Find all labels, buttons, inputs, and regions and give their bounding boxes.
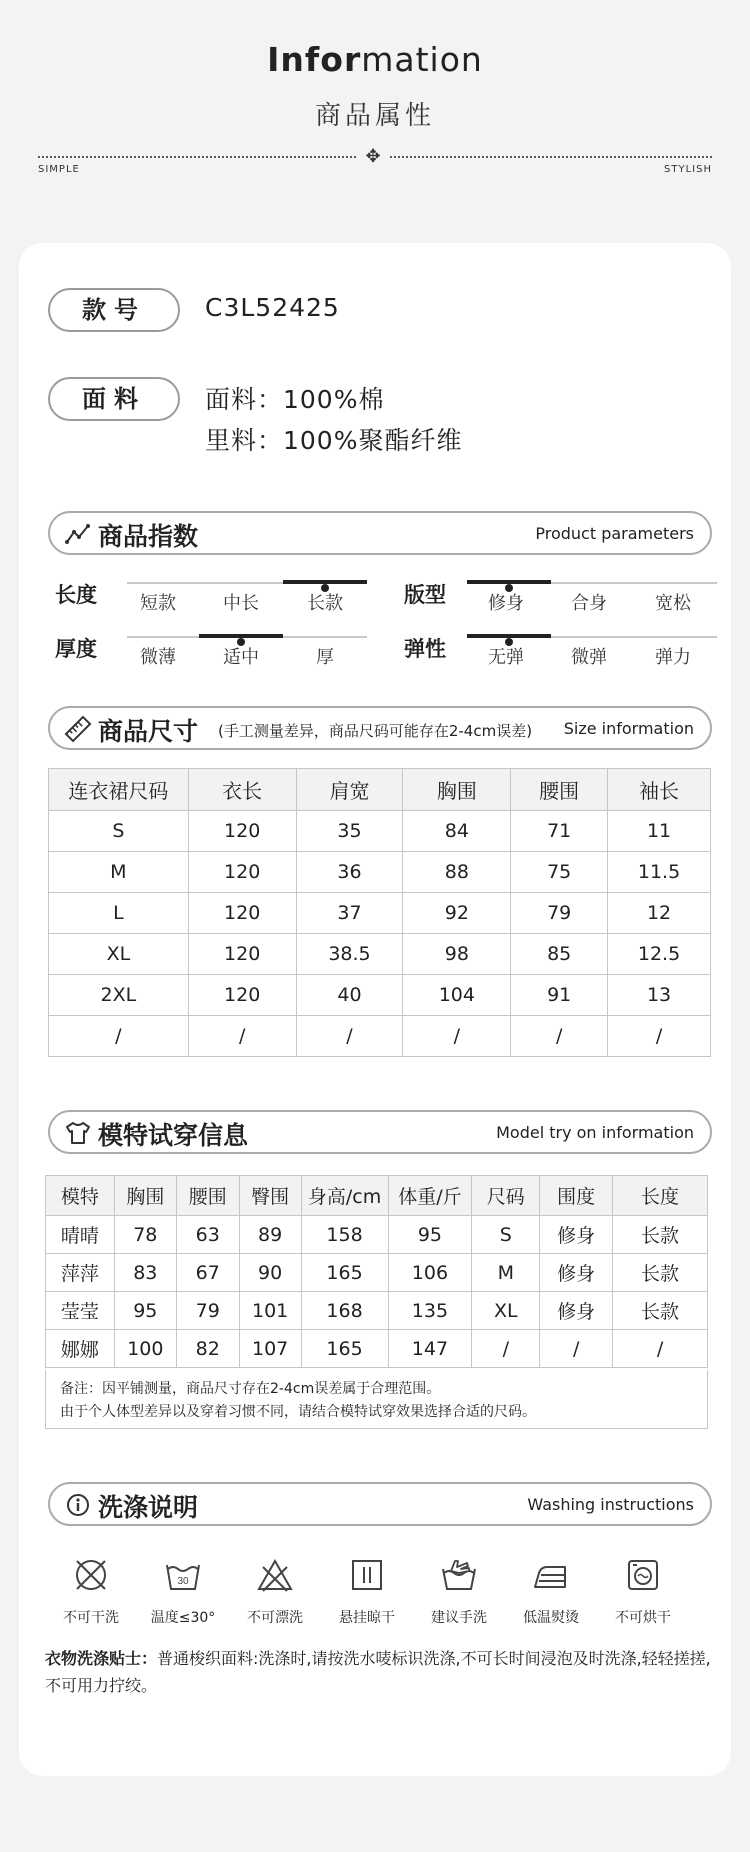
table-cell: 11.5 [608, 852, 711, 893]
wash-item [505, 1555, 597, 1627]
table-cell: 95 [114, 1292, 176, 1330]
param-fit-option: 修身 [488, 593, 524, 614]
size-section-en: Size information [563, 719, 694, 738]
size-section-note: (手工测量差异，商品尺码可能存在2-4cm误差) [218, 722, 533, 740]
param-elasticity-option: 弹力 [655, 647, 691, 668]
fabric-line-2: 里料：100%聚酯纤维 [205, 426, 463, 455]
wash-item [229, 1555, 321, 1627]
model-note-line: 备注：因平铺测量，商品尺寸存在2-4cm误差属于合理范围。 [60, 1381, 441, 1397]
model-note-line: 由于个人体型差异以及穿着习惯不同，请结合模特试穿效果选择合适的尺码。 [60, 1404, 536, 1420]
size-table [48, 768, 711, 1057]
low-iron-icon [531, 1555, 571, 1595]
wash-item [45, 1555, 137, 1627]
table-cell: 莹莹 [46, 1292, 115, 1330]
table-cell: S [472, 1216, 540, 1254]
param-fit-option: 宽松 [655, 593, 691, 614]
table-cell: 92 [403, 893, 511, 934]
table-cell: / [403, 1016, 511, 1057]
table-cell: 35 [296, 811, 403, 852]
table-header-cell: 腰围 [511, 769, 608, 811]
table-cell: 91 [511, 975, 608, 1016]
wash-label: 低温熨烫 [523, 1610, 579, 1626]
table-row [49, 852, 711, 893]
table-cell: / [613, 1330, 708, 1368]
table-header-cell: 袖长 [608, 769, 711, 811]
param-thickness-option: 厚 [316, 647, 334, 668]
table-cell: 长款 [613, 1216, 708, 1254]
wash-tip [45, 1645, 715, 1699]
table-cell: 12 [608, 893, 711, 934]
no-tumble-dry-icon [623, 1555, 663, 1595]
no-dry-clean-icon [71, 1555, 111, 1595]
table-header-cell: 胸围 [403, 769, 511, 811]
model-notes [45, 1370, 708, 1429]
model-section-header [48, 1110, 712, 1154]
table-row [49, 934, 711, 975]
style-no-label: 款号 [48, 288, 180, 332]
table-cell: / [49, 1016, 189, 1057]
param-fit-label: 版型 [404, 583, 446, 607]
table-cell: 83 [114, 1254, 176, 1292]
size-section-title: 商品尺寸 [98, 717, 199, 746]
table-cell: M [49, 852, 189, 893]
table-header-row [49, 769, 711, 811]
table-cell: 107 [239, 1330, 301, 1368]
table-header-cell: 腰围 [176, 1176, 239, 1216]
table-cell: 2XL [49, 975, 189, 1016]
no-bleach-icon [255, 1555, 295, 1595]
params-section-header [48, 511, 712, 555]
param-length-option: 中长 [223, 593, 259, 614]
hand-wash-icon [439, 1555, 479, 1595]
table-header-cell: 连衣裙尺码 [49, 769, 189, 811]
table-header-cell: 模特 [46, 1176, 115, 1216]
model-section-title: 模特试穿信息 [98, 1121, 249, 1150]
table-cell: 165 [301, 1254, 388, 1292]
table-cell: 娜娜 [46, 1330, 115, 1368]
table-cell: 84 [403, 811, 511, 852]
table-row [46, 1216, 708, 1254]
table-header-cell: 臀围 [239, 1176, 301, 1216]
table-cell: 37 [296, 893, 403, 934]
info-icon [64, 1491, 92, 1519]
table-cell: 101 [239, 1292, 301, 1330]
table-cell: 修身 [540, 1292, 613, 1330]
table-cell: 13 [608, 975, 711, 1016]
wash-label: 不可漂洗 [247, 1610, 303, 1626]
table-cell: 长款 [613, 1292, 708, 1330]
style-no-value: C3L52425 [205, 293, 340, 322]
table-cell: 158 [301, 1216, 388, 1254]
table-cell: 88 [403, 852, 511, 893]
table-row [49, 1016, 711, 1057]
table-cell: 71 [511, 811, 608, 852]
param-length-option: 长款 [307, 593, 343, 614]
wash-section-title: 洗涤说明 [98, 1493, 199, 1522]
wash-label: 悬挂晾干 [339, 1610, 395, 1626]
wash-item [321, 1555, 413, 1627]
params-section-en: Product parameters [535, 524, 694, 543]
table-header-row [46, 1176, 708, 1216]
table-header-cell: 长度 [613, 1176, 708, 1216]
fabric-line-1: 面料：100%棉 [205, 385, 385, 414]
table-cell: 168 [301, 1292, 388, 1330]
table-cell: 11 [608, 811, 711, 852]
param-thickness-option: 微薄 [140, 647, 176, 668]
table-cell: 82 [176, 1330, 239, 1368]
wash-item [413, 1555, 505, 1627]
page-title: Information [267, 40, 483, 79]
table-cell: 75 [511, 852, 608, 893]
table-cell: 98 [403, 934, 511, 975]
wash-label: 不可干洗 [63, 1610, 119, 1626]
fabric-label: 面料 [48, 377, 180, 421]
table-cell: 40 [296, 975, 403, 1016]
wash-section-en: Washing instructions [527, 1495, 694, 1514]
wash-item [597, 1555, 689, 1627]
table-header-cell: 肩宽 [296, 769, 403, 811]
table-row [49, 893, 711, 934]
table-cell: 120 [188, 975, 296, 1016]
table-cell: XL [49, 934, 189, 975]
trend-icon [64, 520, 92, 548]
param-length-option: 短款 [140, 593, 176, 614]
header-left-tag: SIMPLE [38, 164, 80, 175]
table-cell: 120 [188, 893, 296, 934]
wash-section-header [48, 1482, 712, 1526]
table-cell: 63 [176, 1216, 239, 1254]
params-section-title: 商品指数 [98, 522, 199, 551]
table-cell: 修身 [540, 1216, 613, 1254]
table-cell: / [608, 1016, 711, 1057]
wash-item [137, 1555, 229, 1627]
page-subtitle: 商品属性 [314, 101, 435, 131]
table-cell: 147 [388, 1330, 472, 1368]
table-cell: 106 [388, 1254, 472, 1292]
table-cell: 165 [301, 1330, 388, 1368]
param-length-label: 长度 [55, 583, 97, 607]
table-header-cell: 尺码 [472, 1176, 540, 1216]
table-row [49, 811, 711, 852]
size-section-header [48, 706, 712, 750]
wash-label: 温度≤30° [150, 1610, 216, 1626]
table-header-cell: 衣长 [188, 769, 296, 811]
shirt-icon [64, 1119, 92, 1147]
table-cell: / [540, 1330, 613, 1368]
table-cell: 89 [239, 1216, 301, 1254]
table-cell: 90 [239, 1254, 301, 1292]
wash-temp-badge: 30 [177, 1576, 189, 1587]
table-row [46, 1292, 708, 1330]
table-cell: 135 [388, 1292, 472, 1330]
table-cell: 67 [176, 1254, 239, 1292]
table-cell: 38.5 [296, 934, 403, 975]
table-cell: 修身 [540, 1254, 613, 1292]
crosshair-icon: ✥ [365, 146, 381, 167]
table-cell: M [472, 1254, 540, 1292]
param-elasticity-label: 弹性 [404, 637, 446, 661]
wash-30-icon [163, 1555, 203, 1595]
table-header-cell: 体重/斤 [388, 1176, 472, 1216]
table-cell: 120 [188, 934, 296, 975]
table-header-cell: 胸围 [114, 1176, 176, 1216]
table-cell: / [296, 1016, 403, 1057]
hang-dry-icon [347, 1555, 387, 1595]
wash-label: 不可烘干 [615, 1610, 671, 1626]
table-cell: S [49, 811, 189, 852]
table-cell: 79 [511, 893, 608, 934]
model-table [45, 1175, 708, 1368]
wash-label: 建议手洗 [431, 1610, 487, 1626]
table-cell: / [511, 1016, 608, 1057]
header-right-tag: STYLISH [664, 164, 712, 175]
param-elasticity-option: 微弹 [571, 647, 607, 668]
table-row [46, 1330, 708, 1368]
table-cell: 120 [188, 811, 296, 852]
table-cell: 95 [388, 1216, 472, 1254]
header-divider-left [38, 156, 356, 158]
wash-tip-text: 普通梭织面料:洗涤时,请按洗水唛标识洗涤,不可长时间浸泡及时洗涤,轻轻搓搓,不可用力拧绞。 [45, 1649, 711, 1695]
model-section-en: Model try on information [496, 1123, 694, 1142]
table-cell: 晴晴 [46, 1216, 115, 1254]
ruler-icon [64, 715, 92, 743]
param-fit-option: 合身 [571, 593, 607, 614]
param-thickness-option: 适中 [223, 647, 259, 668]
param-thickness-label: 厚度 [55, 637, 97, 661]
table-cell: 104 [403, 975, 511, 1016]
param-elasticity-option: 无弹 [488, 647, 524, 668]
table-row [49, 975, 711, 1016]
table-cell: / [472, 1330, 540, 1368]
table-cell: 79 [176, 1292, 239, 1330]
wash-tip-label: 衣物洗涤贴士： [45, 1649, 158, 1668]
table-cell: 100 [114, 1330, 176, 1368]
header-divider-right [390, 156, 712, 158]
table-row [46, 1254, 708, 1292]
table-cell: / [188, 1016, 296, 1057]
table-cell: 78 [114, 1216, 176, 1254]
table-header-cell: 身高/cm [301, 1176, 388, 1216]
table-cell: 12.5 [608, 934, 711, 975]
table-cell: L [49, 893, 189, 934]
table-cell: 长款 [613, 1254, 708, 1292]
table-cell: 36 [296, 852, 403, 893]
table-cell: 120 [188, 852, 296, 893]
table-cell: 85 [511, 934, 608, 975]
table-cell: 萍萍 [46, 1254, 115, 1292]
table-cell: XL [472, 1292, 540, 1330]
table-header-cell: 围度 [540, 1176, 613, 1216]
